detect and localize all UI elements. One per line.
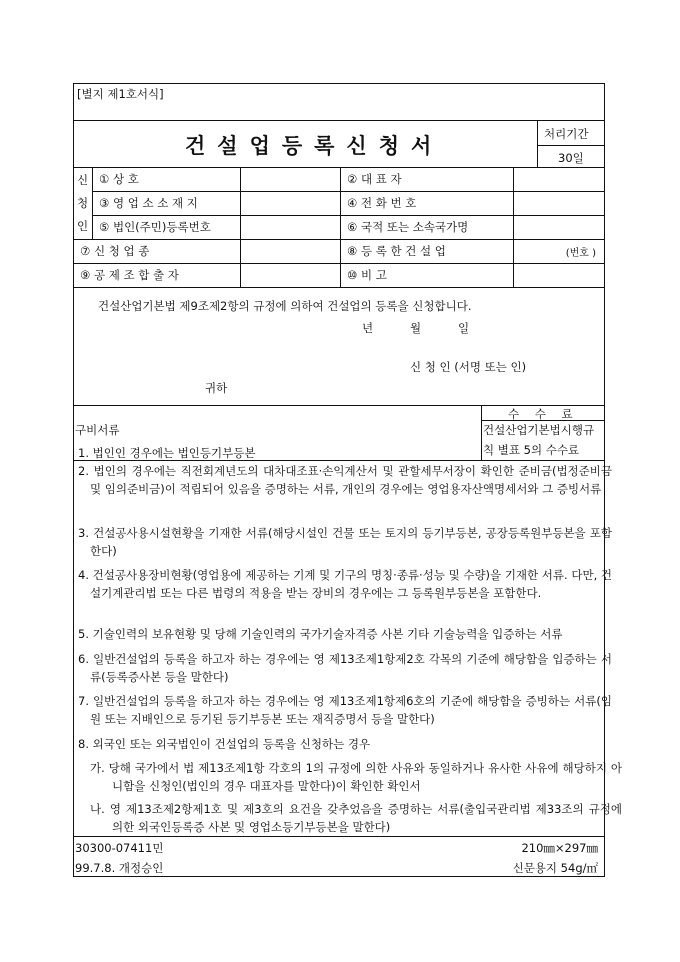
field-input-registration-number[interactable] [241, 216, 339, 238]
fee-header: 수 수 료 [508, 407, 579, 421]
document-item: 3. 건설공사용시설현황을 기재한 서류(해당시설인 건물 또는 토지의 등기부등본, 공장등록원부등본을 포함한다) [78, 526, 612, 558]
date-day: 일 [458, 321, 470, 335]
applicant-label-1: 신 [77, 173, 89, 187]
applicant-signature: 신 청 인 (서명 또는 인) [410, 360, 527, 374]
field-label-remarks: ⑩ 비 고 [347, 268, 387, 282]
field-input-registered-business[interactable]: (번호 ) [565, 247, 596, 259]
field-label-office-address: ③ 영 업 소 소 재 지 [99, 196, 198, 210]
field-input-nationality[interactable] [514, 216, 604, 238]
field-input-mutual-aid[interactable] [241, 264, 339, 286]
field-label-trade-name: ① 상 호 [99, 172, 139, 186]
document-item: 5. 기술인력의 보유현황 및 당해 기술인력의 국가기술자격증 사본 기타 기술능력을 입증하는 서류 [78, 627, 563, 641]
field-label-representative: ② 대 표 자 [347, 172, 402, 186]
field-input-business-type[interactable] [241, 240, 339, 262]
document-item: 4. 건설공사용장비현황(영업용에 제공하는 기계 및 기구의 명칭·종류·성능 및 수량)을 기재한 서류. 다만, 건설기계관리법 또는 다른 법령의 적용을 받는 장비의 경우에는 그 등록원부등본을 포함한다. [78, 568, 612, 600]
field-input-representative[interactable] [514, 168, 604, 190]
footer-paper-type: 신문용지 54g/㎡ [512, 861, 598, 875]
form-id: [별지 제1호서식] [77, 87, 164, 101]
document-item: 8. 외국인 또는 외국법인이 건설업의 등록을 신청하는 경우 [78, 737, 371, 751]
field-input-office-address[interactable] [241, 192, 339, 214]
field-label-phone: ④ 전 화 번 호 [347, 196, 417, 210]
field-label-business-type: ⑦ 신 청 업 종 [80, 244, 150, 258]
document-item: 7. 일반건설업의 등록을 하고자 하는 경우에는 영 제13조제1항제6호의 기준에 해당함을 증빙하는 서류(임원 또는 지배인으로 등기된 등기부등본 또는 재직증명서 등을 말한다) [78, 694, 612, 726]
processing-label: 처리기간 [544, 127, 589, 141]
fee-text-2: 칙 별표 5의 수수료 [483, 443, 580, 457]
declaration-text: 건설산업기본법 제9조제2항의 규정에 의하여 건설업의 등록을 신청합니다. [98, 299, 472, 313]
page-title: 건설업등록신청서 [185, 134, 444, 158]
recipient-label: 귀하 [205, 381, 228, 395]
fee-text-1: 건설산업기본법시행규 [483, 423, 595, 437]
date-month: 월 [410, 321, 422, 335]
sub-document-item: 나. 영 제13조제2항제1호 및 제3호의 요건을 갖추었음을 증명하는 서류(출입국관리법 제33조의 규정에 의한 외국인등록증 사본 및 영업소등기부등본을 말한다) [90, 802, 622, 834]
document-item: 2. 법인의 경우에는 직전회계년도의 대차대조표·손익계산서 및 관할세무서장이 확인한 준비금(법정준비금 및 임의준비금)이 적립되어 있음을 증명하는 서류, 개인의 경우에는 영업용자산액명세서와 그 증빙서류 [78, 464, 612, 496]
date-year: 년 [362, 321, 374, 335]
field-label-mutual-aid: ⑨ 공 제 조 합 출 자 [80, 268, 179, 282]
documents-label: 구비서류 [75, 423, 120, 437]
footer-approval: 99.7.8. 개정승인 [75, 861, 164, 875]
document-item: 6. 일반건설업의 등록을 하고자 하는 경우에는 영 제13조제1항제2호 각목의 기준에 해당함을 입증하는 서류(등록증사본 등을 말한다) [78, 652, 612, 684]
footer-code: 30300-07411민 [75, 841, 164, 855]
sub-document-item: 가. 당해 국가에서 법 제13조제1항 각호의 1의 규정에 의한 사유와 동일하거나 유사한 사유에 해당하지 아니함을 신청인(법인의 경우 대표자를 말한다)이 확인한 확인서 [90, 761, 622, 793]
applicant-label-3: 인 [77, 219, 89, 233]
field-input-trade-name[interactable] [241, 168, 339, 190]
processing-value: 30일 [558, 151, 584, 165]
field-label-registered-business: ⑧ 등 록 한 건 설 업 [347, 244, 446, 258]
applicant-label-2: 청 [77, 196, 89, 210]
field-input-phone[interactable] [514, 192, 604, 214]
footer-paper-size: 210㎜×297㎜ [521, 841, 598, 855]
field-input-remarks[interactable] [514, 264, 604, 286]
field-label-registration-number: ⑤ 법인(주민)등록번호 [99, 220, 211, 234]
field-label-nationality: ⑥ 국적 또는 소속국가명 [347, 220, 469, 234]
document-item: 1. 법인인 경우에는 법인등기부등본 [78, 446, 256, 460]
